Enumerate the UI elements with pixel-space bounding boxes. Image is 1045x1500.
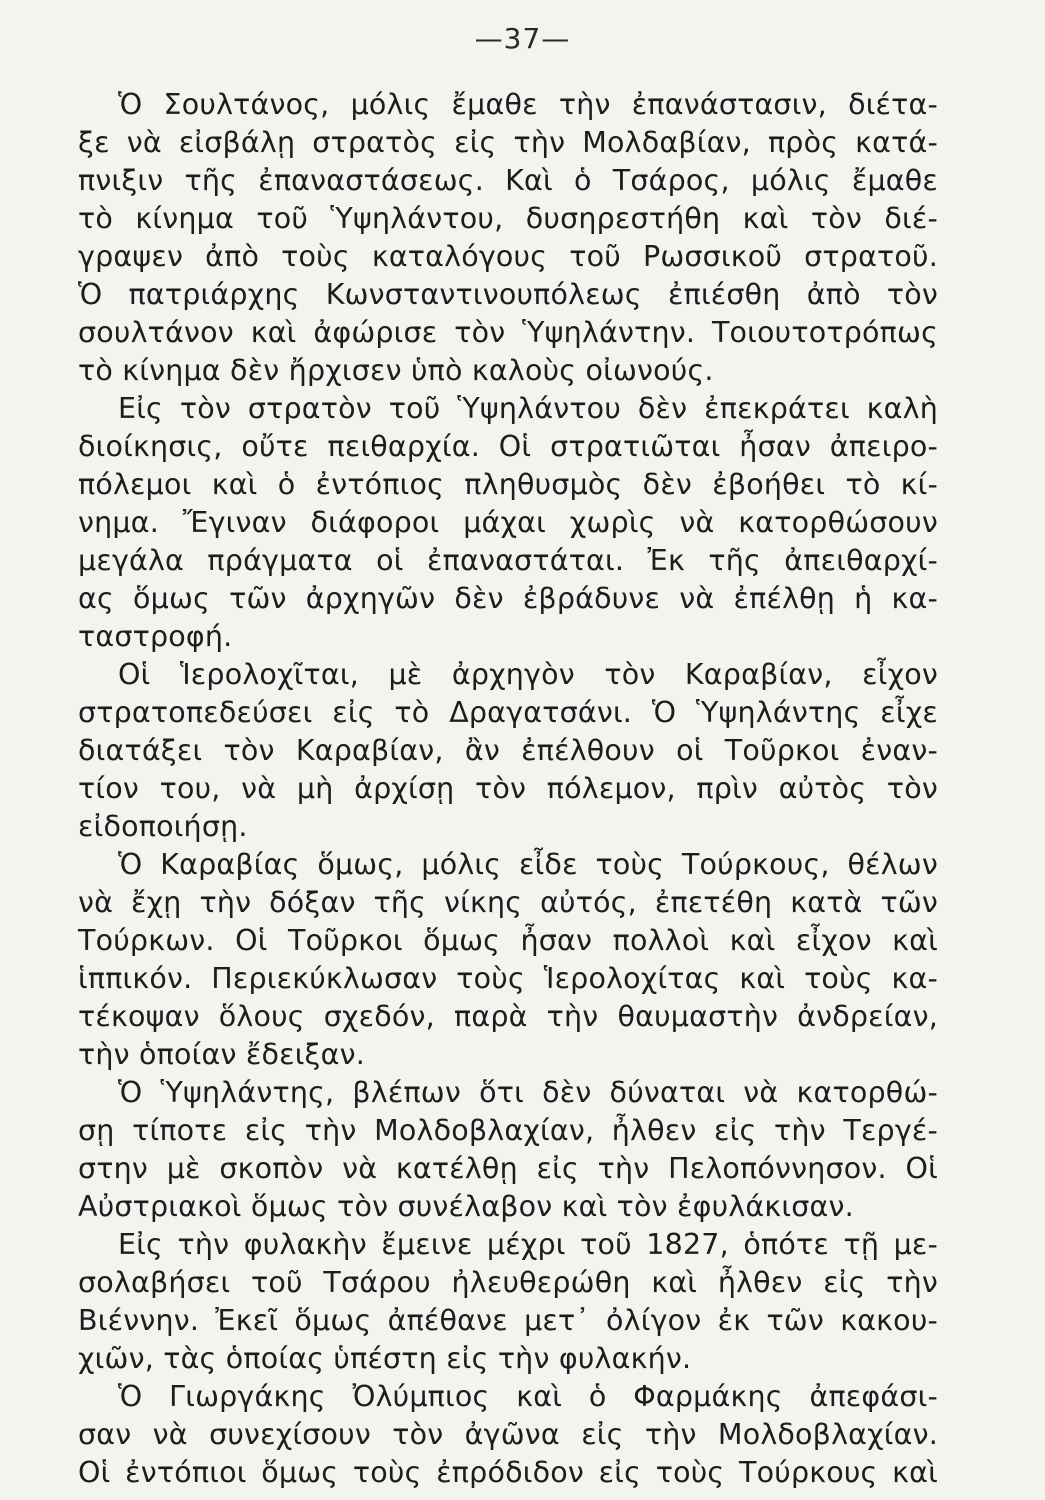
paragraph	[78, 846, 938, 1074]
text-line: Οἱ Ἱερολοχῖται, μὲ ἀρχηγὸν τὸν Καραβίαν, εἶχον	[118, 658, 938, 691]
text-line: νημα. Ἔγιναν διάφοροι μάχαι χωρὶς νὰ κατορθώσουν	[78, 506, 938, 539]
text-line: Εἰς τὸν στρατὸν τοῦ Ὑψηλάντου δὲν ἐπεκράτει καλὴ	[118, 392, 938, 425]
text-line: τὸ κίνημα δὲν ἤρχισεν ὑπὸ καλοὺς οἰωνούς.	[78, 354, 714, 387]
paragraph	[78, 1226, 938, 1378]
text-line: διατάξει τὸν Καραβίαν, ἂν ἐπέλθουν οἱ Τοῦρκοι ἐναν-	[78, 734, 938, 767]
text-line: Ὁ Γιωργάκης Ὀλύμπιος καὶ ὁ Φαρμάκης ἀπεφάσι-	[118, 1380, 938, 1413]
text-line: γραψεν ἀπὸ τοὺς καταλόγους τοῦ Ρωσσικοῦ στρατοῦ.	[78, 240, 938, 273]
text-line: σουλτάνον καὶ ἀφώρισε τὸν Ὑψηλάντην. Τοιουτοτρόπως	[78, 316, 938, 349]
paragraph	[78, 1378, 938, 1492]
text-line: ἱππικόν. Περιεκύκλωσαν τοὺς Ἱερολοχίτας καὶ τοὺς κα-	[78, 962, 938, 995]
text-line: Εἰς τὴν φυλακὴν ἔμεινε μέχρι τοῦ 1827, ὁπότε τῇ με-	[118, 1228, 938, 1261]
paragraph	[78, 1074, 938, 1226]
text-line: τὸ κίνημα τοῦ Ὑψηλάντου, δυσηρεστήθη καὶ τὸν διέ-	[78, 202, 938, 235]
text-line: Βιέννην. Ἐκεῖ ὅμως ἀπέθανε μετ᾽ ὀλίγον ἐκ τῶν κακου-	[78, 1304, 938, 1337]
text-line: Ὁ Ὑψηλάντης, βλέπων ὅτι δὲν δύναται νὰ κατορθώ-	[118, 1076, 938, 1109]
paragraph	[78, 390, 938, 656]
text-line: Οἱ ἐντόπιοι ὅμως τοὺς ἐπρόδιδον εἰς τοὺς Τούρκους καὶ	[78, 1456, 938, 1489]
text-line: πόλεμοι καὶ ὁ ἐντόπιος πληθυσμὸς δὲν ἐβοήθει τὸ κί-	[78, 468, 938, 501]
text-line: διοίκησις, οὔτε πειθαρχία. Οἱ στρατιῶται ἦσαν ἀπειρο-	[78, 430, 938, 463]
text-line: Τούρκων. Οἱ Τοῦρκοι ὅμως ἦσαν πολλοὶ καὶ εἶχον καὶ	[78, 924, 938, 957]
text-line: στην μὲ σκοπὸν νὰ κατέλθῃ εἰς τὴν Πελοπόννησον. Οἱ	[78, 1152, 938, 1185]
text-line: χιῶν, τὰς ὁποίας ὑπέστη εἰς τὴν φυλακήν.	[78, 1342, 692, 1375]
text-line: τὴν ὁποίαν ἔδειξαν.	[78, 1038, 365, 1071]
text-line: εἰδοποιήσῃ.	[78, 810, 248, 843]
page-number: —37—	[474, 22, 571, 55]
text-line: Αὐστριακοὶ ὅμως τὸν συνέλαβον καὶ τὸν ἐφυλάκισαν.	[78, 1190, 854, 1223]
text-line: Ὁ Σουλτάνος, μόλις ἔμαθε τὴν ἐπανάστασιν, διέτα-	[118, 88, 938, 121]
text-line: στρατοπεδεύσει εἰς τὸ Δραγατσάνι. Ὁ Ὑψηλάντης εἶχε	[78, 696, 938, 729]
text-line: σῃ τίποτε εἰς τὴν Μολδοβλαχίαν, ἦλθεν εἰς τὴν Τεργέ-	[78, 1114, 938, 1147]
paragraph	[78, 656, 938, 846]
text-line: πνιξιν τῆς ἐπαναστάσεως. Καὶ ὁ Τσάρος, μόλις ἔμαθε	[78, 164, 938, 197]
text-line: τίον του, νὰ μὴ ἀρχίσῃ τὸν πόλεμον, πρὶν αὐτὸς τὸν	[78, 772, 938, 805]
text-line: Ὁ πατριάρχης Κωνσταντινουπόλεως ἐπιέσθη ἀπὸ τὸν	[78, 278, 938, 311]
text-line: νὰ ἔχῃ τὴν δόξαν τῆς νίκης αὐτός, ἐπετέθη κατὰ τῶν	[78, 886, 938, 919]
paragraph	[78, 86, 938, 390]
body-text	[78, 86, 938, 1492]
text-line: τέκοψαν ὅλους σχεδόν, παρὰ τὴν θαυμαστὴν ἀνδρείαν,	[78, 1000, 938, 1033]
text-line: ταστροφή.	[78, 620, 233, 653]
text-line: Ὁ Καραβίας ὅμως, μόλις εἶδε τοὺς Τούρκους, θέλων	[118, 848, 938, 881]
text-line: ξε νὰ εἰσβάλῃ στρατὸς εἰς τὴν Μολδαβίαν, πρὸς κατά-	[78, 126, 938, 159]
text-line: σολαβήσει τοῦ Τσάρου ἠλευθερώθη καὶ ἦλθεν εἰς τὴν	[78, 1266, 938, 1299]
text-line: σαν νὰ συνεχίσουν τὸν ἀγῶνα εἰς τὴν Μολδοβλαχίαν.	[78, 1418, 938, 1451]
text-line: μεγάλα πράγματα οἱ ἐπαναστάται. Ἐκ τῆς ἀπειθαρχί-	[78, 544, 938, 577]
text-line: ας ὅμως τῶν ἀρχηγῶν δὲν ἐβράδυνε νὰ ἐπέλθῃ ἡ κα-	[78, 582, 938, 615]
